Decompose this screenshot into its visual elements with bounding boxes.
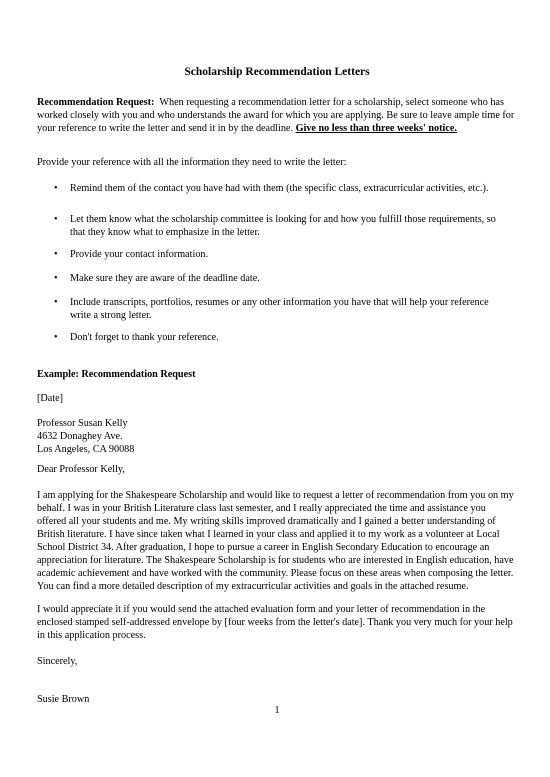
- list-item-text: Provide your contact information.: [70, 249, 209, 260]
- signature-name: Susie Brown: [37, 694, 90, 705]
- intro-text: When requesting a recommendation letter for a scholarship, select someone who has worked closely with you and who understands the award for which you are applying. Be sure to leave ample time for your reference to write the letter and send it in by the deadline.: [37, 97, 515, 134]
- bullet-icon: •: [54, 297, 58, 308]
- address-line-1: 4632 Donaghey Ave.: [37, 431, 123, 442]
- bullet-icon: •: [54, 273, 58, 284]
- intro-paragraph: [37, 96, 517, 135]
- list-item-text: Let them know what the scholarship committee is looking for and how you fulfill those requirements, so that they know what to emphasize in the letter.: [70, 214, 496, 238]
- salutation: Dear Professor Kelly,: [37, 464, 125, 475]
- bullet-icon: •: [54, 249, 58, 260]
- list-item-text: Don't forget to thank your reference.: [70, 332, 219, 343]
- letter-paragraph-2: I would appreciate it if you would send the attached evaluation form and your letter of recommendation in the enclosed stamped self-addressed envelope by [four weeks from the letter's date]. Thank you very much for your help in this application process.: [37, 604, 513, 641]
- list-item-text: Make sure they are aware of the deadline date.: [70, 273, 260, 284]
- page-number: 1: [274, 705, 280, 716]
- bullet-icon: •: [54, 332, 58, 343]
- list-item-text: Remind them of the contact you have had with them (the specific class, extracurricular activities, etc.).: [70, 183, 489, 194]
- address-line-2: Los Angeles, CA 90088: [37, 444, 135, 455]
- page-title: Scholarship Recommendation Letters: [184, 66, 370, 78]
- intro-label: Recommendation Request:: [37, 97, 155, 108]
- intro-emphasis: Give no less than three weeks' notice.: [295, 123, 457, 134]
- letter-date: [Date]: [37, 393, 64, 404]
- letter-paragraph-1: I am applying for the Shakespeare Scholarship and would like to request a letter of recommendation from you on my behalf. I was in your British Literature class last semester, and I really appreciated the time and assistance you offered all your students and me. My writing skills improved dramatically and I gained a better understanding of British literature. I have since taken what I learned in your class and applied it to my work as a volunteer at Local School District 34. After graduation, I hope to pursue a career in English Secondary Education to encourage an appreciation for literature. The Shakespeare Scholarship is for students who are interested in English education, have academic achievement and have worked with the community. Please focus on these areas when composing the letter. You can find a more detailed description of my extracurricular activities and goals in the attached resume.: [37, 490, 514, 592]
- recipient-address: [37, 417, 517, 456]
- bullet-icon: •: [54, 214, 58, 225]
- provide-paragraph: Provide your reference with all the information they need to write the letter:: [37, 157, 347, 168]
- list-item-text: Include transcripts, portfolios, resumes or any other information you have that will help your reference write a strong letter.: [70, 297, 489, 321]
- example-heading: Example: Recommendation Request: [37, 369, 196, 380]
- closing: Sincerely,: [37, 656, 78, 667]
- bullet-icon: •: [54, 183, 58, 194]
- recipient-name: Professor Susan Kelly: [37, 418, 128, 429]
